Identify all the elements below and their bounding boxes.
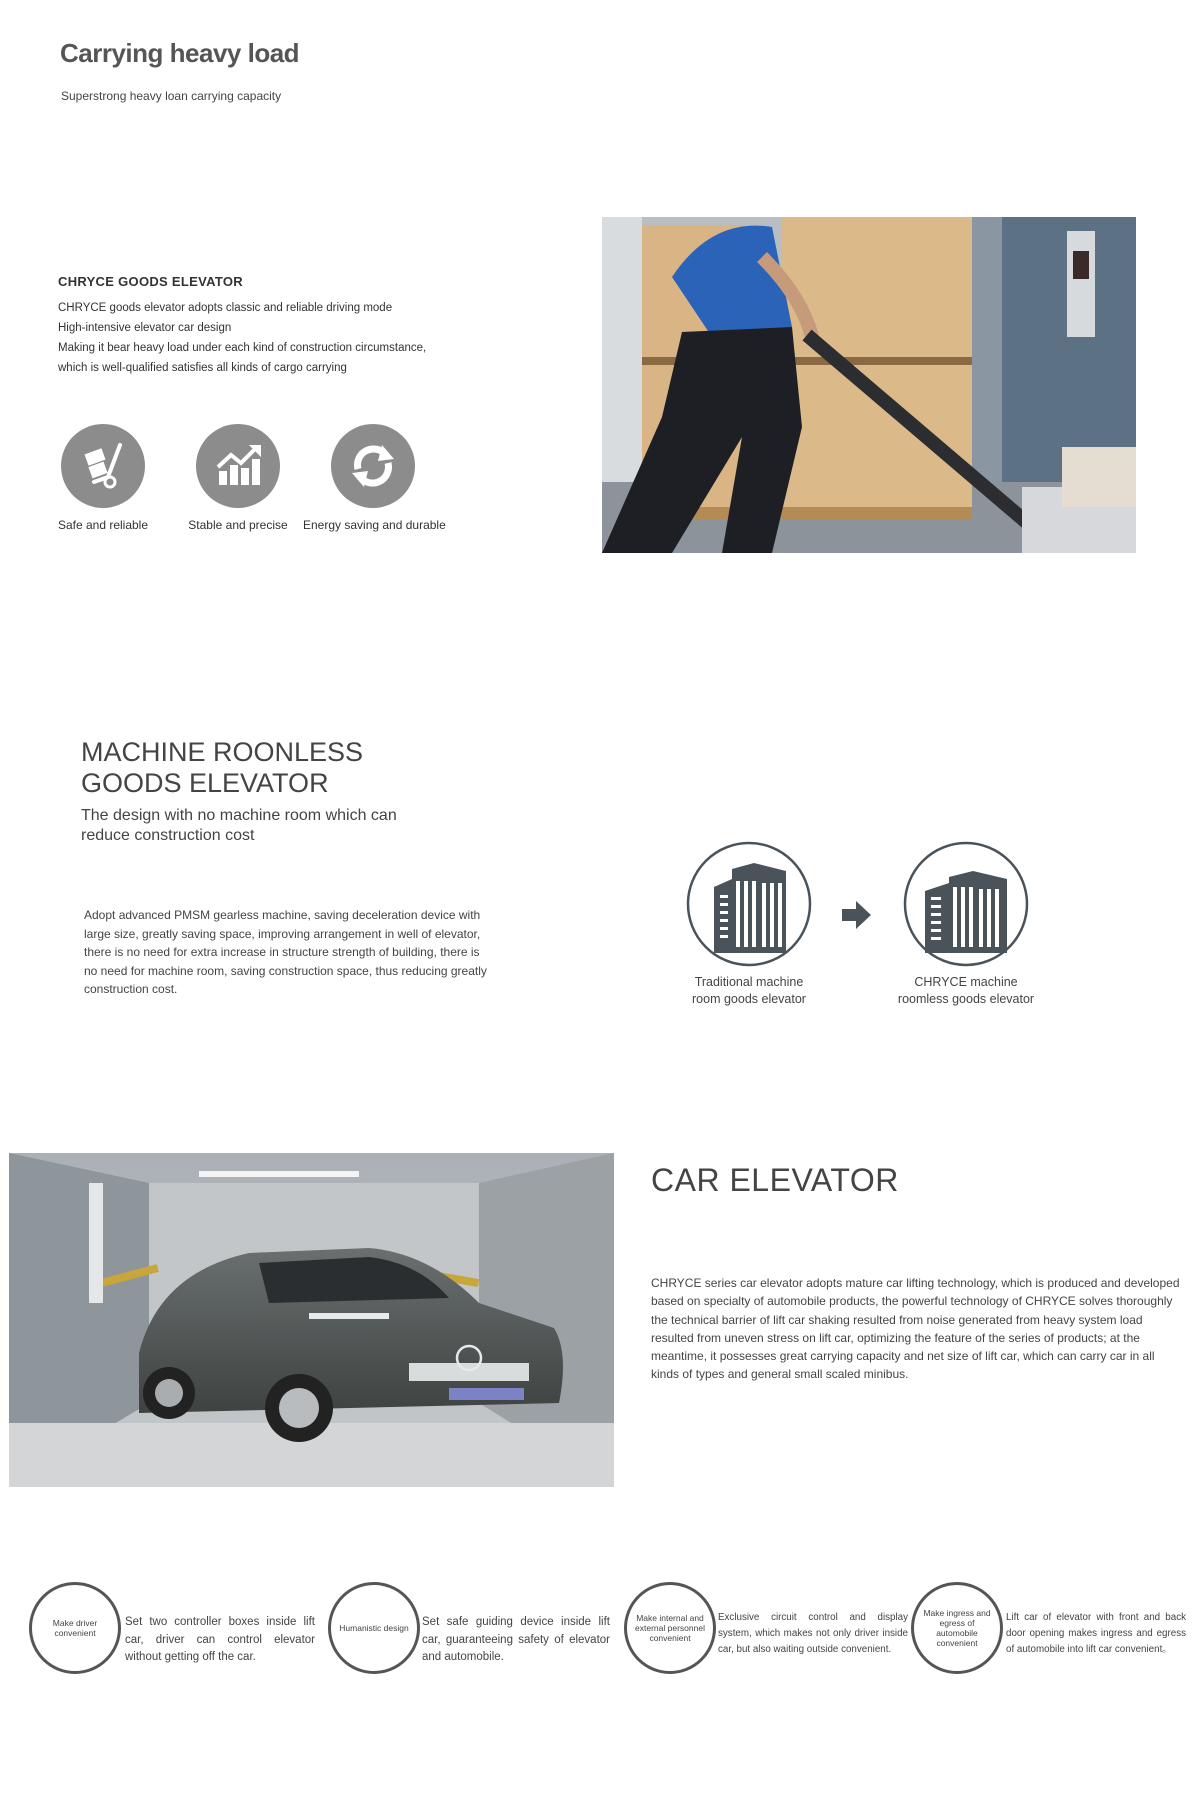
feature-energy-saving — [303, 424, 446, 532]
paragraph-line: no need for machine room, saving construction space, thus reducing greatly — [84, 963, 487, 978]
paragraph-line: resulted from uneven stress on lift car, optimizing the feature of the series of products; at the — [651, 1330, 1140, 1345]
goods-line: Making it bear heavy load under each kind of construction circumstance, — [58, 342, 427, 354]
benefit-text-automobile: Lift car of elevator with front and back door opening makes ingress and egress of automobile into lift car convenient。 — [1006, 1612, 1186, 1655]
benefit-circle-personnel: Make internal and external personnel convenient — [624, 1582, 716, 1674]
title-line: MACHINE ROONLESS — [81, 737, 364, 767]
caption-line: room goods elevator — [692, 992, 806, 1006]
paragraph-line: the technical barrier of lift car shaking resulted from noise generated from heavy system load — [651, 1312, 1143, 1327]
caption-line: Traditional machine — [694, 975, 804, 989]
paragraph-line: meantime, it possesses great carrying capacity and net size of lift car, which can carry car in all — [651, 1349, 1155, 1364]
machine-roomless-description — [84, 906, 487, 999]
car-elevator-description — [651, 1274, 1180, 1384]
car-elevator-title: CAR ELEVATOR — [651, 1162, 899, 1198]
goods-elevator-photo — [602, 217, 1136, 553]
benefit-circle-humanistic: Humanistic design — [328, 1582, 420, 1674]
goods-heading: CHRYCE GOODS ELEVATOR — [58, 274, 243, 289]
machine-roomless-subtitle — [81, 806, 397, 846]
paragraph-line: based on specialty of automobile products, the powerful technology of CHRYCE solves thoroughly — [651, 1294, 1173, 1309]
feature-label: Stable and precise — [188, 518, 288, 532]
car-elevator-photo — [9, 1153, 614, 1487]
benefit-circle-driver: Make driver convenient — [29, 1582, 121, 1674]
paragraph-line: construction cost. — [84, 982, 178, 996]
goods-line: High-intensive elevator car design — [58, 322, 232, 334]
page-subtitle: Superstrong heavy loan carrying capacity — [61, 89, 282, 103]
feature-label: Safe and reliable — [57, 518, 149, 532]
goods-line: CHRYCE goods elevator adopts classic and reliable driving mode — [58, 302, 393, 314]
traditional-building-icon — [686, 841, 812, 967]
goods-description — [58, 298, 478, 378]
benefit-text-humanistic: Set safe guiding device inside lift car, guaranteeing safety of elevator and automobile. — [422, 1616, 610, 1663]
paragraph-line: CHRYCE series car elevator adopts mature car lifting technology, which is produced and developed — [651, 1276, 1180, 1290]
feature-label: Energy saving and durable — [303, 518, 446, 532]
page-title: Carrying heavy load — [60, 38, 300, 68]
chryce-building-icon — [903, 841, 1029, 967]
machine-roomless-title — [81, 737, 363, 799]
chryce-caption — [866, 974, 1066, 1008]
goods-line: which is well-qualified satisfies all kinds of cargo carrying — [58, 362, 347, 374]
paragraph-line: there is no need for extra increase in structure strength of building, there is — [84, 945, 480, 959]
paragraph-line: Adopt advanced PMSM gearless machine, saving deceleration device with — [84, 908, 481, 922]
paragraph-line: large size, greatly saving space, improving arrangement in well of elevator, — [84, 926, 481, 941]
feature-stable-precise — [168, 424, 308, 532]
subtitle-line: reduce construction cost — [81, 827, 255, 844]
benefit-text-personnel: Exclusive circuit control and display system, which makes not only driver inside car, but also waiting outside convenient. — [718, 1612, 908, 1655]
paragraph-line: kinds of types and general small scaled minibus. — [651, 1367, 909, 1382]
benefit-circle-automobile: Make ingress and egress of automobile convenient — [911, 1582, 1003, 1674]
caption-line: roomless goods elevator — [897, 992, 1035, 1006]
recycle-arrows-icon — [331, 424, 415, 508]
traditional-caption — [649, 974, 849, 1008]
arrow-right-icon — [842, 900, 872, 935]
growth-chart-icon — [196, 424, 280, 508]
benefit-text-driver: Set two controller boxes inside lift car, driver can control elevator without getting off the car. — [125, 1616, 315, 1663]
feature-safe-reliable — [33, 424, 173, 532]
title-line: GOODS ELEVATOR — [81, 768, 329, 798]
subtitle-line: The design with no machine room which can — [81, 807, 397, 824]
caption-line: CHRYCE machine — [914, 975, 1018, 989]
hand-truck-icon — [61, 424, 145, 508]
